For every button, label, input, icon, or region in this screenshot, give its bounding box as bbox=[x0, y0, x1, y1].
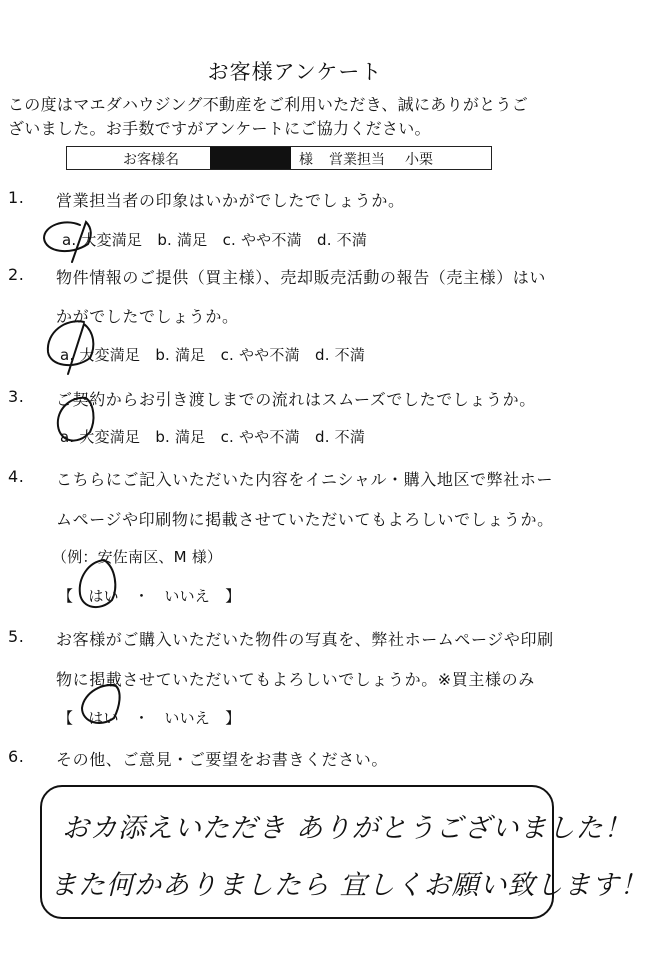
staff-name: 小栗 bbox=[405, 152, 433, 168]
q2-answer-circle bbox=[48, 321, 94, 374]
question-6-text: その他、ご意見・ご要望をお書きください。 bbox=[56, 750, 389, 769]
question-2-text-line-2: かがでしたでしょうか。 bbox=[56, 307, 239, 326]
question-2-number: 2. bbox=[8, 265, 25, 284]
question-5-text-line-1: お客様がご購入いただいた物件の写真を、弊社ホームページや印刷 bbox=[56, 630, 554, 649]
q5-answer-circle bbox=[82, 685, 120, 723]
honorific-label: 様 bbox=[299, 152, 313, 168]
question-3-text: ご契約からお引き渡しまでの流れはスムーズでしたでしょうか。 bbox=[56, 390, 536, 409]
question-4-example: （例：安佐南区、M 様） bbox=[52, 548, 223, 566]
question-1-text: 営業担当者の印象はいかがでしたでしょうか。 bbox=[56, 191, 405, 210]
question-3-number: 3. bbox=[8, 387, 25, 406]
question-1-options: a. 大変満足 b. 満足 c. やや不満 d. 不満 bbox=[62, 231, 368, 249]
survey-title: お客様アンケート bbox=[207, 60, 383, 84]
q4-answer-circle bbox=[80, 560, 116, 607]
intro-line-1: この度はマエダハウジング不動産をご利用いただき、誠にありがとうご bbox=[8, 95, 529, 114]
question-5-text-line-2: 物に掲載させていただいてもよろしいでしょうか。※買主様のみ bbox=[56, 670, 535, 689]
customer-name-label: お客様名 bbox=[123, 152, 179, 168]
comment-line-1: おカ添えいただき ありがとうございました！ bbox=[62, 813, 632, 844]
question-4-options: 【 はい ・ いいえ 】 bbox=[58, 587, 241, 605]
question-2-options: a. 大変満足 b. 満足 c. やや不満 d. 不満 bbox=[60, 346, 366, 364]
question-3-options: a. 大変満足 b. 満足 c. やや不満 d. 不満 bbox=[60, 428, 366, 446]
question-6-number: 6. bbox=[8, 747, 25, 766]
question-1-number: 1. bbox=[8, 188, 25, 207]
question-4-number: 4. bbox=[8, 467, 25, 486]
intro-line-2: ざいました。お手数ですがアンケートにご協力ください。 bbox=[8, 119, 431, 138]
question-5-options: 【 はい ・ いいえ 】 bbox=[58, 709, 241, 727]
question-4-text-line-2: ムページや印刷物に掲載させていただいてもよろしいでしょうか。 bbox=[56, 510, 554, 529]
comment-line-2: また何かありましたら 宜しくお願い致します！ bbox=[50, 870, 648, 901]
q3-answer-circle bbox=[58, 398, 94, 441]
question-5-number: 5. bbox=[8, 627, 25, 646]
q1-answer-circle bbox=[44, 222, 91, 262]
staff-label: 営業担当 bbox=[329, 152, 385, 168]
question-4-text-line-1: こちらにご記入いただいた内容をイニシャル・購入地区で弊社ホー bbox=[56, 470, 554, 489]
question-2-text-line-1: 物件情報のご提供（買主様）、売却販売活動の報告（売主様）はい bbox=[56, 268, 547, 287]
